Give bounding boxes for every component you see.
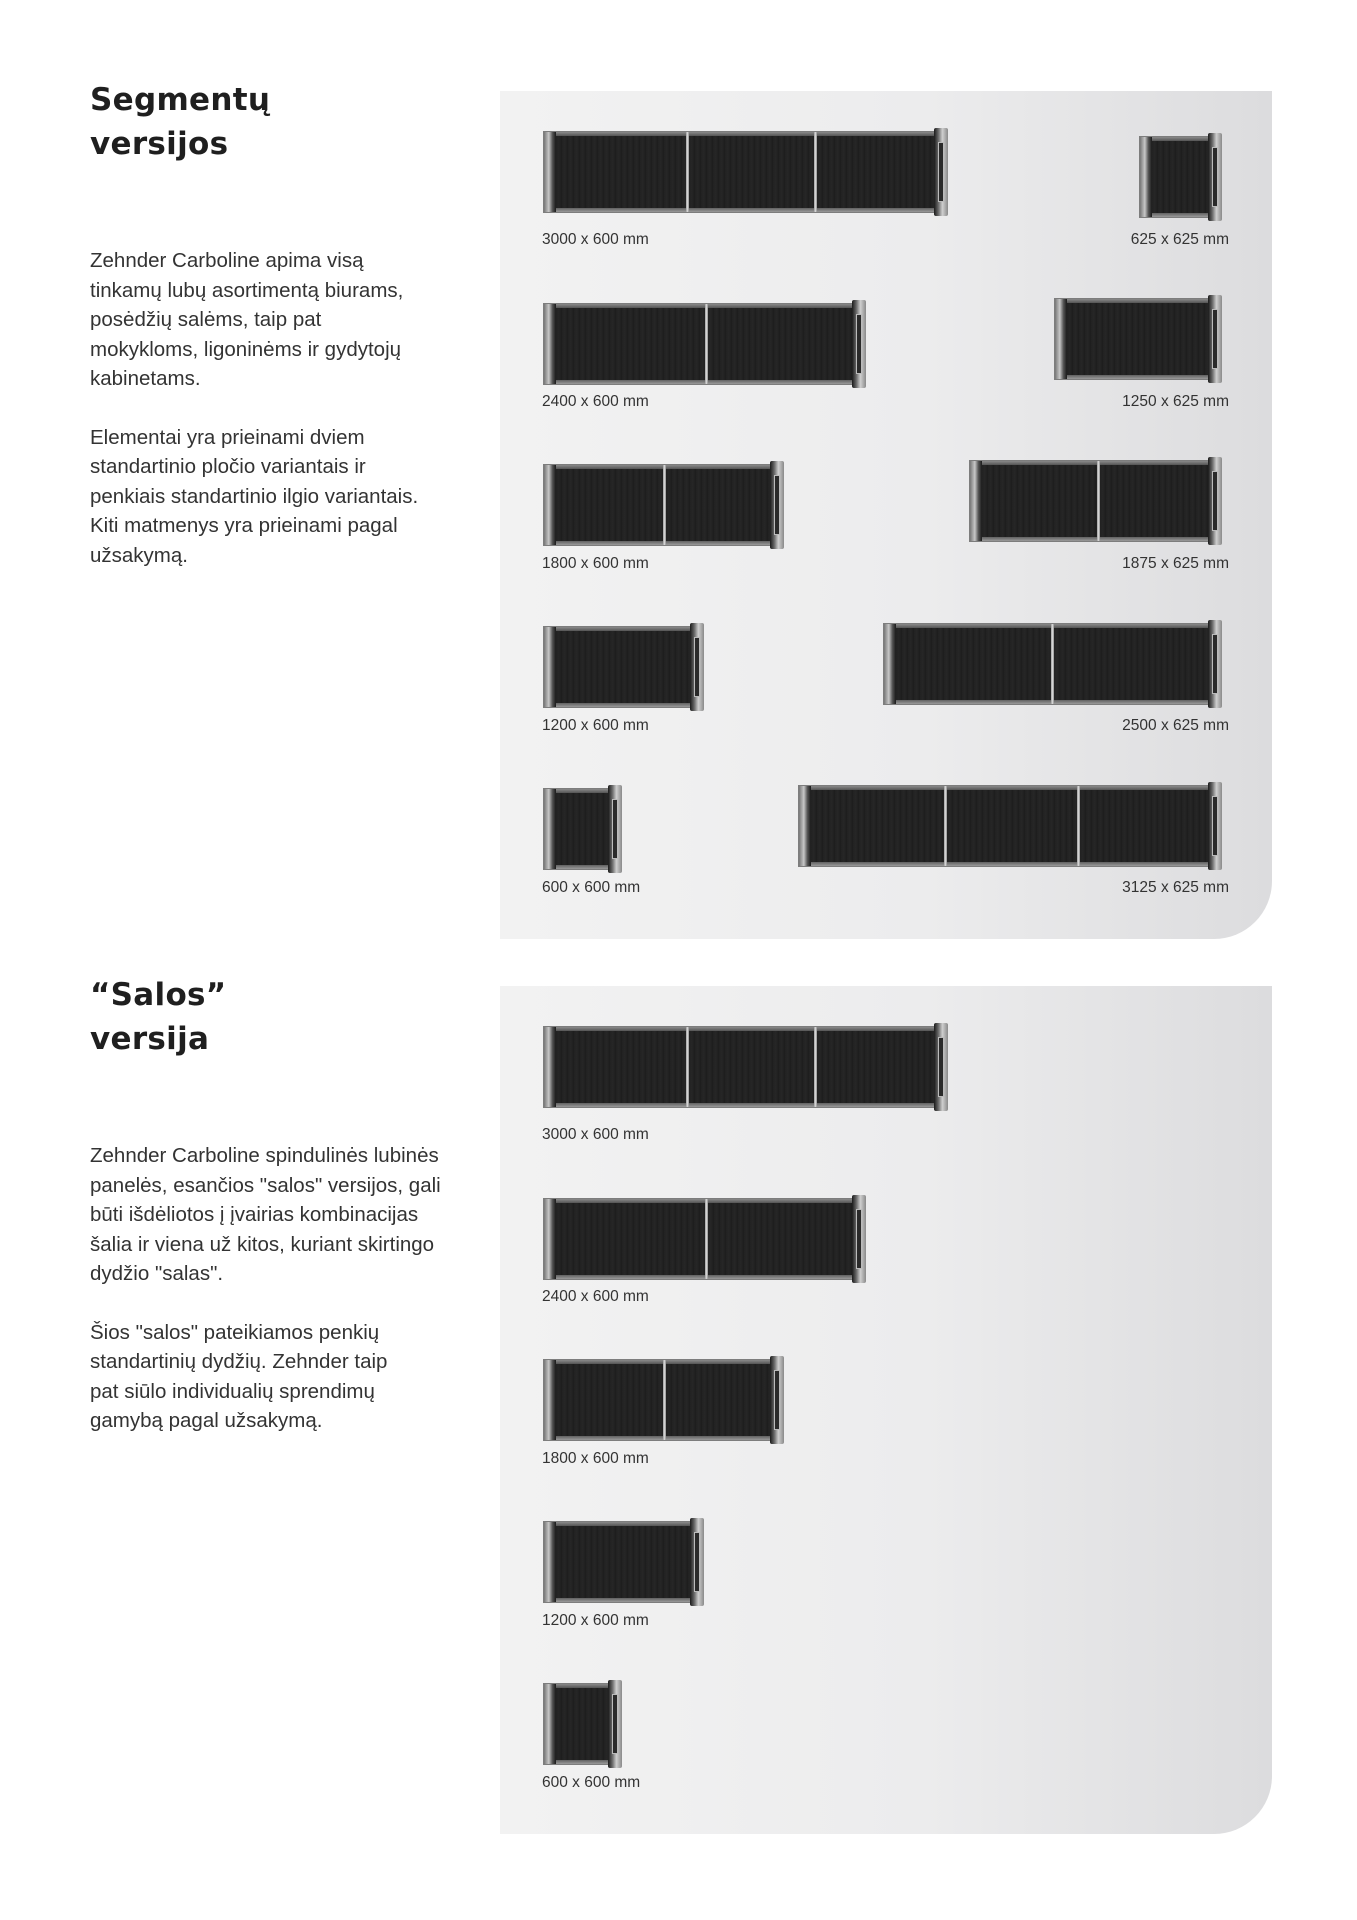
size-label: 1875 x 625 mm (1122, 555, 1229, 572)
size-label: 625 x 625 mm (1130, 231, 1229, 248)
size-label: 1200 x 600 mm (542, 717, 649, 734)
size-label: 1200 x 600 mm (542, 1612, 649, 1629)
panel-image (544, 1684, 618, 1764)
island-paragraph-1: Zehnder Carboline spindulinės lubinės panelės, esančios "salos" versijos, gali būti išdėliotos į įvairias kombinacijas šalia ir viena už kitos, kuriant skirtingo dydžio "salas". (90, 1144, 441, 1285)
panel-image (544, 465, 780, 545)
panel-image (1055, 299, 1218, 379)
island-panels-box (500, 986, 1272, 1834)
island-section-title (90, 973, 226, 1061)
island-description (90, 1141, 450, 1465)
segment-paragraph-1: Zehnder Carboline apima visą tinkamų lubų asortimentą biurams, posėdžių salėms, taip pat mokykloms, ligoninėms ir gydytojų kabinetams. (90, 249, 404, 390)
panel-image (544, 1360, 780, 1440)
panel-image (799, 786, 1218, 866)
panel-image (544, 1027, 944, 1107)
island-title-line1: “Salos” (90, 977, 227, 1013)
panel-image (544, 132, 944, 212)
size-label: 600 x 600 mm (542, 879, 641, 896)
panel-image (544, 789, 618, 869)
panel-image (544, 627, 700, 707)
segment-title-line1: Segmentų (90, 82, 271, 118)
size-label: 3125 x 625 mm (1122, 879, 1229, 896)
segment-paragraph-2: Elementai yra prieinami dviem standartinio pločio variantais ir penkiais standartinio ilgio variantais. Kiti matmenys yra prieinami pagal užsakymą. (90, 425, 419, 567)
segment-section-title (90, 78, 270, 166)
size-label: 1250 x 625 mm (1122, 393, 1229, 410)
island-paragraph-2: Šios "salos" pateikiamos penkių standartinių dydžių. Zehnder taip pat siūlo individualių sprendimų gamybą pagal užsakymą. (90, 1320, 388, 1432)
panel-image (544, 304, 862, 384)
size-label: 1800 x 600 mm (542, 1450, 649, 1467)
island-title-line2: versija (90, 1021, 210, 1057)
panel-image (970, 461, 1218, 541)
segment-description (90, 246, 450, 599)
panel-image (544, 1522, 700, 1602)
size-label: 1800 x 600 mm (542, 555, 649, 572)
panel-image (884, 624, 1218, 704)
size-label: 2500 x 625 mm (1122, 717, 1229, 734)
panel-image (1140, 137, 1218, 217)
segment-panels-box (500, 91, 1272, 939)
size-label: 2400 x 600 mm (542, 1288, 649, 1305)
panel-image (544, 1199, 862, 1279)
size-label: 3000 x 600 mm (542, 1126, 649, 1143)
segment-title-line2: versijos (90, 126, 229, 162)
size-label: 2400 x 600 mm (542, 393, 649, 410)
size-label: 3000 x 600 mm (542, 231, 649, 248)
size-label: 600 x 600 mm (542, 1774, 641, 1791)
